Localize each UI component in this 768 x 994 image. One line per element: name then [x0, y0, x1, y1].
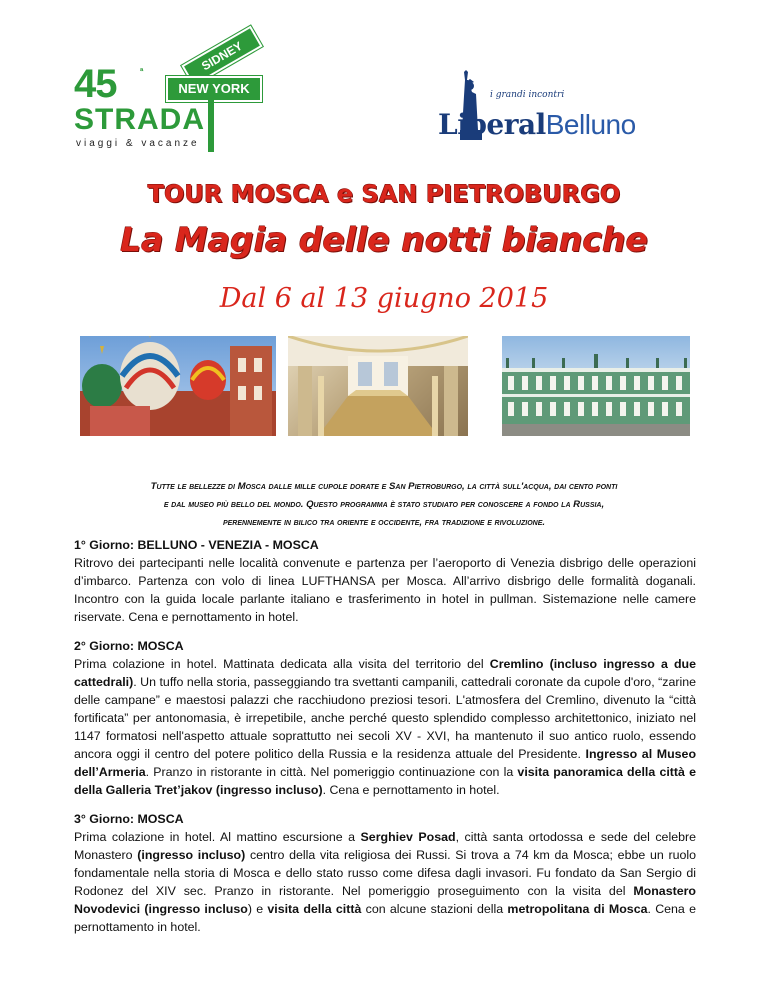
bold-run: visita della città — [267, 902, 362, 916]
logo-number: 45 — [74, 62, 117, 106]
text-run: . Cena e pernottamento in hotel. — [74, 902, 696, 934]
intro-line-1: Tutte le bellezze di Mosca dalle mille cupole dorate e San Pietroburgo, la città sull'acqua, dai cento ponti — [150, 481, 618, 492]
day-text — [74, 655, 696, 799]
photo-winter-palace — [502, 336, 690, 436]
bold-run: metropolitana di Mosca — [507, 902, 648, 916]
text-run: , città santa ortodossa e sede del celebre Monastero — [74, 830, 697, 862]
text-run: . Pranzo in ristorante in città. Nel pomeriggio continuazione con la — [145, 765, 518, 779]
tour-title: TOUR MOSCA e SAN PIETROBURGO — [147, 180, 621, 208]
tour-subtitle: La Magia delle notti bianche — [120, 220, 648, 259]
bold-run: Monastero Novodevici (ingresso incluso — [74, 884, 696, 916]
text-run: . Cena e pernottamento in hotel. — [322, 783, 500, 797]
text-run: . Un tuffo nella storia, passeggiando tra svettanti campanili, cattedrali coronate da cupole d'oro, “zarine delle campane” e maestosi palazzi che racchiudono preziosi tesori. L'atmosfera del Cremlino, divenuto la “città fortificata” per antonomasia, è irrepetibile, anche perché questo splendido complesso architettonico, iniziato nel 1147 formatosi nell'aspetto attuale soprattutto nei secoli XV - XVI, ha mantenuto il suo antico ruolo, essendo ancora oggi il centro del potere politico della Russia e la residenza attuale del Presidente. — [74, 675, 696, 761]
tour-dates: Dal 6 al 13 giugno 2015 — [219, 283, 549, 314]
bold-run: Ingresso al Museo dell’Armeria — [74, 747, 697, 779]
text-run: Prima colazione in hotel. Al mattino escursione a — [74, 830, 361, 844]
sign-pole — [208, 98, 214, 152]
day-text: Ritrovo dei partecipanti nelle località convenute e partenza per l’aeroporto di Venezia disbrigo delle operazioni d’imbarco. Partenza con volo di linea LUFTHANSA per Mosca. All’arrivo disbrigo delle formalità doganali. Incontro con la guida locale parlante italiano e trasferimento in hotel in pullman. Sistemazione nelle camere riservate. Cena e pernottamento in hotel. — [74, 556, 696, 624]
bold-run: (ingresso incluso) — [137, 848, 246, 862]
intro-line-3: perennemente in bilico tra oriente e occidente, fra tradizione e rivoluzione. — [222, 517, 546, 528]
day-3 — [74, 810, 696, 936]
itinerary — [74, 536, 696, 947]
text-run: Prima colazione in hotel. Mattinata dedicata alla visita del territorio del — [74, 657, 490, 671]
bold-run: Cremlino (incluso ingresso a due cattedrali) — [74, 657, 696, 689]
liberal-tagline: i grandi incontri — [490, 90, 565, 100]
day-heading: 2° Giorno: MOSCA — [74, 639, 184, 653]
day-heading: 1° Giorno: BELLUNO - VENEZIA - MOSCA — [74, 538, 319, 552]
day-text — [74, 828, 696, 936]
intro-line-2: e dal museo più bello del mondo. Questo programma è stato studiato per conoscere a fondo la Russia, — [163, 499, 605, 510]
photo-hermitage-staircase — [288, 336, 468, 436]
text-run: centro della vita religiosa dei Russi. Si trova a 74 km da Mosca; ebbe un ruolo fondamentale nella storia di Mosca e dello stato russo come difesa dagli invasori. Fu fondato da San Sergio di Rodonez del XIV sec. Pranzo in ristorante. Nel pomeriggio proseguimento con la visita del — [74, 848, 696, 898]
liberal-wordmark — [438, 108, 636, 141]
text-run: con alcune stazioni della — [361, 902, 508, 916]
strada-logo — [74, 34, 274, 154]
liberal-belluno-logo — [438, 70, 688, 150]
day-2 — [74, 637, 696, 799]
bold-run: Serghiev Posad — [360, 830, 456, 844]
liberal-word: Liberal — [438, 108, 546, 141]
photo-st-basil-domes — [80, 336, 276, 436]
belluno-word: Belluno — [545, 109, 636, 140]
day-1 — [74, 536, 696, 626]
logo-superscript: ª — [140, 66, 144, 76]
sign-new-york: NEW YORK — [166, 76, 262, 102]
intro-text — [70, 478, 698, 532]
logo-tagline: viaggi & vacanze — [76, 138, 200, 149]
sign-sidney: SIDNEY — [181, 26, 262, 87]
bold-run: visita panoramica della città e della Galleria Tret’jakov (ingresso incluso) — [74, 765, 696, 797]
day-heading: 3° Giorno: MOSCA — [74, 812, 184, 826]
logo-name: STRADA — [74, 103, 205, 136]
text-run: ) e — [247, 902, 268, 916]
